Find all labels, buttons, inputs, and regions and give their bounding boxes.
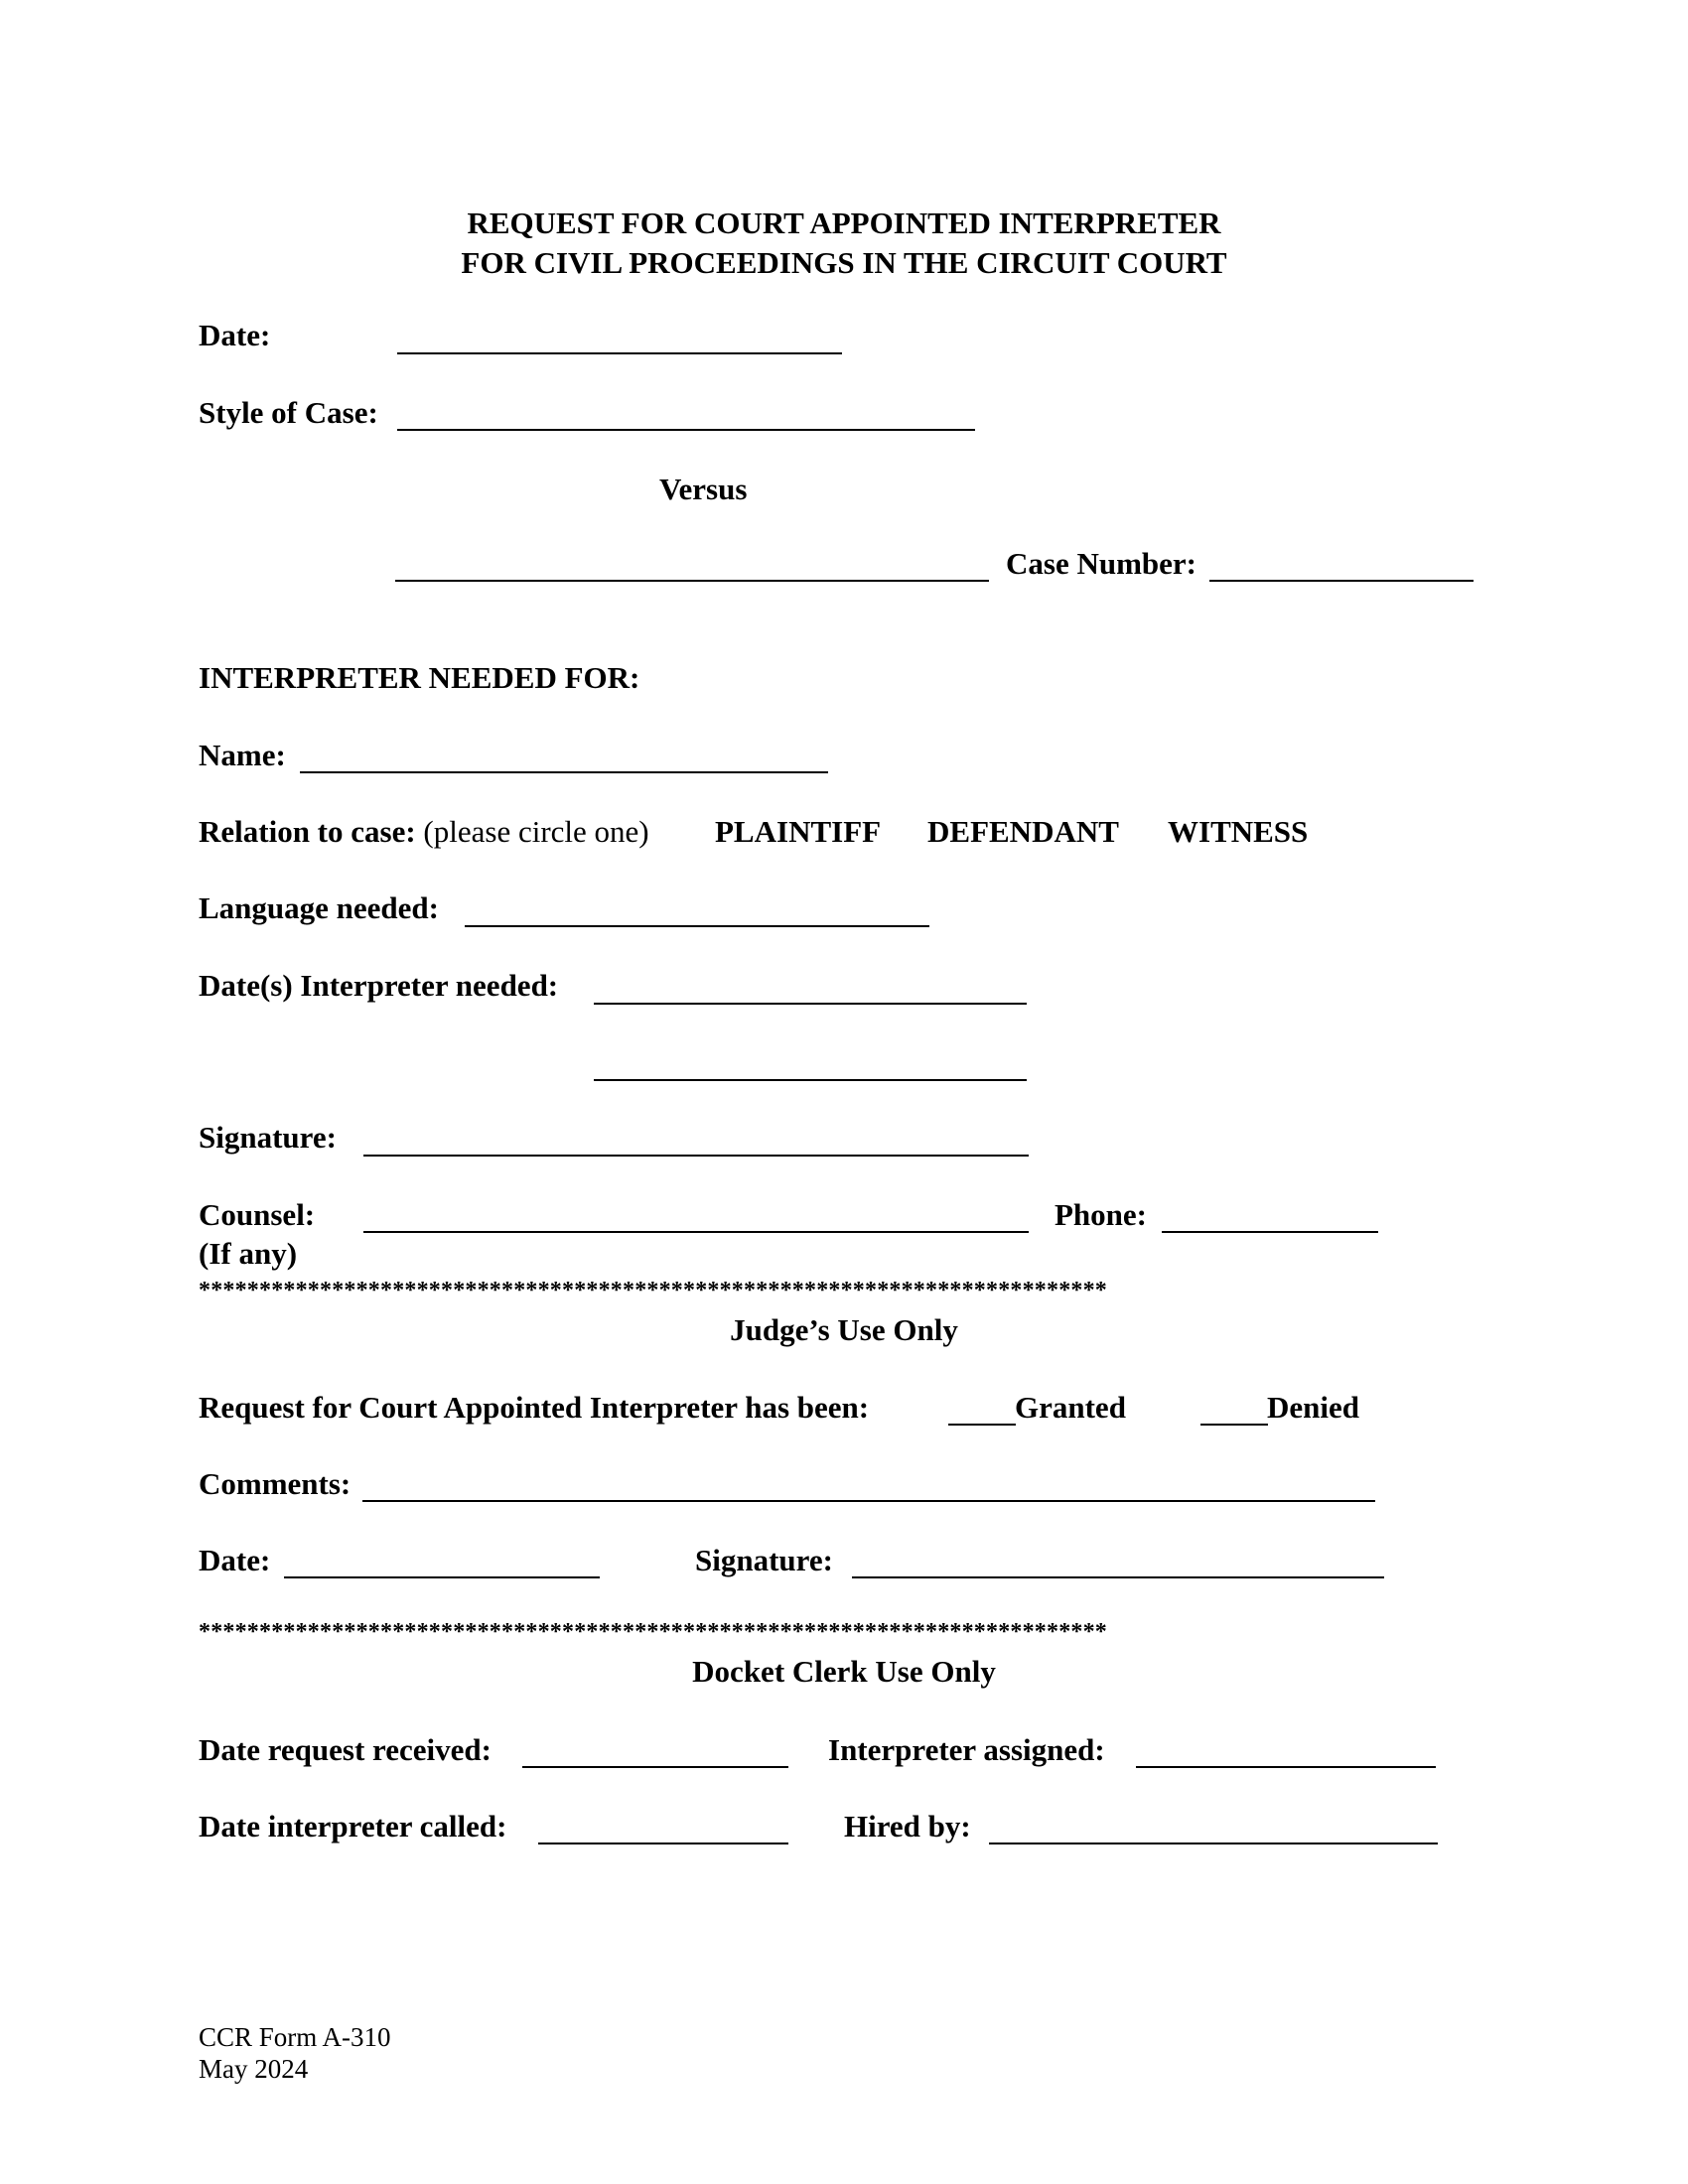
counsel-label: Counsel: <box>199 1197 316 1232</box>
dates-needed-field-2[interactable] <box>594 1079 1027 1081</box>
hired-by-label: Hired by: <box>844 1809 971 1843</box>
judge-signature-field[interactable] <box>852 1576 1384 1578</box>
denied-blank[interactable] <box>1200 1424 1268 1426</box>
interpreter-assigned-field[interactable] <box>1136 1766 1436 1768</box>
judge-date-field[interactable] <box>284 1576 600 1578</box>
separator-stars-1: *************************************************************************** <box>199 1278 1107 1303</box>
docket-clerk-heading: Docket Clerk Use Only <box>692 1654 996 1689</box>
hired-by-field[interactable] <box>989 1843 1438 1844</box>
relation-label: Relation to case: <box>199 814 416 849</box>
granted-label: Granted <box>1015 1390 1126 1425</box>
judge-signature-label: Signature: <box>695 1543 833 1577</box>
form-date: May 2024 <box>199 2054 309 2084</box>
judge-date-label: Date: <box>199 1543 271 1577</box>
date-field[interactable] <box>397 352 842 354</box>
form-title-line-2: FOR CIVIL PROCEEDINGS IN THE CIRCUIT COURT <box>461 245 1227 280</box>
name-label: Name: <box>199 738 286 772</box>
signature-label: Signature: <box>199 1120 337 1155</box>
dates-needed-field-1[interactable] <box>594 1003 1027 1005</box>
date-label: Date: <box>199 318 271 352</box>
separator-stars-2: *************************************************************************** <box>199 1619 1107 1645</box>
counsel-if-any-label: (If any) <box>199 1236 298 1271</box>
dates-needed-label: Date(s) Interpreter needed: <box>199 968 559 1003</box>
option-plaintiff[interactable]: PLAINTIFF <box>715 814 882 849</box>
signature-field[interactable] <box>363 1155 1029 1157</box>
style-of-case-field[interactable] <box>397 429 975 431</box>
relation-hint: (please circle one) <box>423 814 649 849</box>
date-received-field[interactable] <box>522 1766 788 1768</box>
language-field[interactable] <box>465 925 929 927</box>
opposing-party-field[interactable] <box>395 580 989 582</box>
form-id: CCR Form A-310 <box>199 2022 391 2052</box>
date-called-field[interactable] <box>538 1843 788 1844</box>
style-of-case-label: Style of Case: <box>199 395 378 430</box>
date-called-label: Date interpreter called: <box>199 1809 507 1843</box>
counsel-field[interactable] <box>363 1231 1029 1233</box>
comments-field[interactable] <box>362 1500 1375 1502</box>
versus-label: Versus <box>659 472 748 506</box>
comments-label: Comments: <box>199 1466 352 1501</box>
interpreter-needed-heading: INTERPRETER NEEDED FOR: <box>199 660 640 695</box>
option-defendant[interactable]: DEFENDANT <box>927 814 1119 849</box>
interpreter-assigned-label: Interpreter assigned: <box>828 1732 1105 1767</box>
denied-label: Denied <box>1267 1390 1359 1425</box>
language-label: Language needed: <box>199 890 439 925</box>
phone-label: Phone: <box>1055 1197 1147 1232</box>
phone-field[interactable] <box>1162 1231 1378 1233</box>
judges-use-heading: Judge’s Use Only <box>730 1312 958 1347</box>
case-number-label: Case Number: <box>1006 546 1196 581</box>
option-witness[interactable]: WITNESS <box>1168 814 1309 849</box>
granted-blank[interactable] <box>948 1424 1016 1426</box>
form-title-line-1: REQUEST FOR COURT APPOINTED INTERPRETER <box>467 205 1221 240</box>
name-field[interactable] <box>300 771 828 773</box>
case-number-field[interactable] <box>1209 580 1474 582</box>
request-status-label: Request for Court Appointed Interpreter has been: <box>199 1390 870 1425</box>
date-received-label: Date request received: <box>199 1732 492 1767</box>
relation-row <box>199 814 649 850</box>
